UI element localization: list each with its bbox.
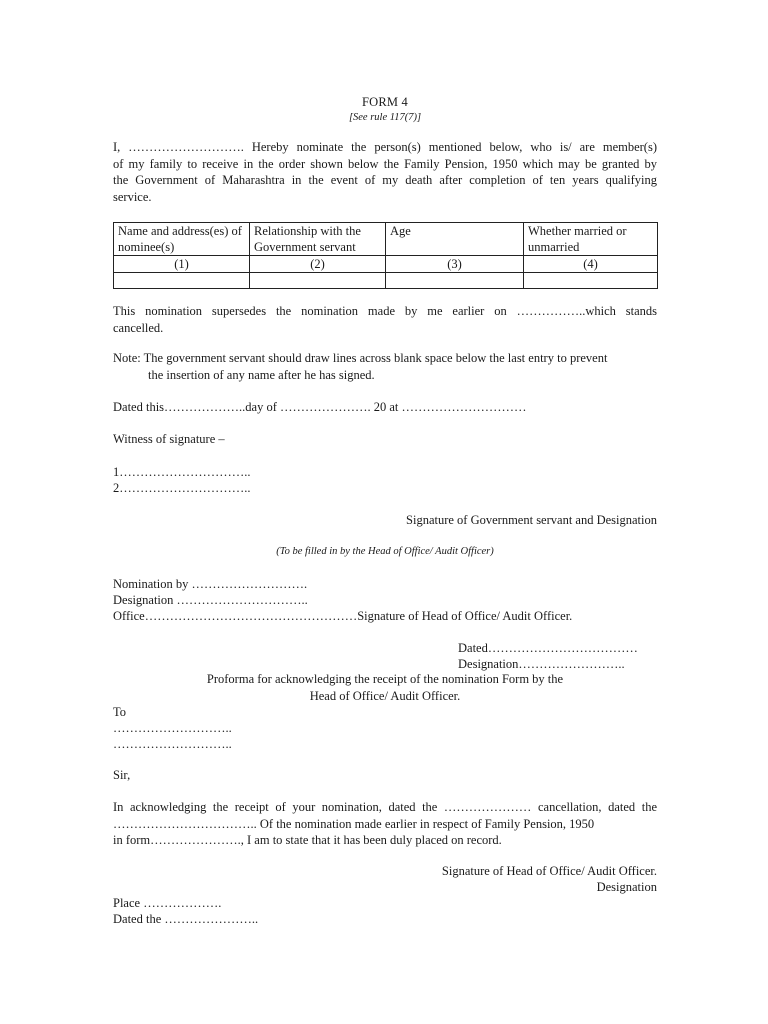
- proforma-line-1: Proforma for acknowledging the receipt of the nomination Form by the: [206, 672, 564, 686]
- table-cell[interactable]: [386, 273, 524, 289]
- intro-line-2: of my family to receive in the order shown below the Family Pension, 1950 which may be granted by: [113, 156, 657, 171]
- intro-paragraph: [113, 139, 657, 205]
- office-designation-line: Designation……………………..: [458, 657, 625, 671]
- table-header-row: [114, 223, 658, 256]
- closing-dated-line: Dated the …………………..: [113, 912, 259, 926]
- nominee-table: [113, 222, 658, 289]
- designation-line: Designation …………………………..: [113, 593, 308, 607]
- closing-designation: Designation: [596, 880, 657, 894]
- column-number: (1): [114, 256, 250, 273]
- witness-label: Witness of signature –: [113, 432, 225, 446]
- column-number: (4): [524, 256, 658, 273]
- to-address-line-2: ………………………..: [113, 737, 232, 751]
- proforma-line-2: Head of Office/ Audit Officer.: [309, 688, 461, 703]
- supersede-paragraph: [113, 303, 657, 336]
- intro-line-1: I, ………………………. Hereby nominate the person(s) mentioned below, who is/ are member(s): [113, 140, 657, 154]
- rule-reference: [See rule 117(7)]: [348, 112, 422, 123]
- witness-line-1: 1…………………………..: [113, 465, 251, 479]
- acknowledgement-paragraph: [113, 799, 657, 849]
- fill-instruction: (To be filled in by the Head of Office/ Audit Officer): [276, 546, 494, 557]
- header-married-status: Whether married or unmarried: [524, 223, 658, 256]
- intro-line-4: service.: [113, 189, 152, 204]
- table-number-row: [114, 256, 658, 273]
- table-cell[interactable]: [250, 273, 386, 289]
- witness-line-2: 2…………………………..: [113, 481, 251, 495]
- proforma-heading: [113, 671, 657, 704]
- to-label: To: [113, 705, 127, 719]
- signature-head-of-office: Signature of Head of Office/ Audit Officer.: [441, 864, 657, 878]
- note-line-2: the insertion of any name after he has signed.: [148, 367, 375, 382]
- header-relationship: Relationship with the Government servant: [250, 223, 386, 256]
- note-paragraph: [113, 350, 657, 383]
- office-signature-line: Office……………………………………………Signature of Head of Office/ Audit Officer.: [113, 609, 573, 623]
- table-cell[interactable]: [114, 273, 250, 289]
- form-title: FORM 4: [361, 95, 408, 109]
- table-row: [114, 273, 658, 289]
- supersede-line-2: cancelled.: [113, 320, 164, 335]
- column-number: (3): [386, 256, 524, 273]
- signature-government-servant: Signature of Government servant and Designation: [406, 513, 657, 527]
- to-address-line-1: ………………………..: [113, 721, 232, 735]
- dated-line: Dated this………………..day of …………………. 20 at …………………………: [113, 400, 527, 414]
- intro-line-3: the Government of Maharashtra in the event of my death after completion of ten years qualifying: [113, 173, 657, 187]
- salutation: Sir,: [113, 768, 131, 782]
- header-age: Age: [386, 223, 524, 256]
- header-name-address: Name and address(es) of nominee(s): [114, 223, 250, 256]
- supersede-line-1: This nomination supersedes the nomination made by me earlier on ……………..which stands: [113, 304, 657, 318]
- place-line: Place ……………….: [113, 896, 222, 910]
- column-number: (2): [250, 256, 386, 273]
- ack-line-2: …………………………….. Of the nomination made earlier in respect of Family Pension, 1950: [113, 816, 595, 831]
- table-cell[interactable]: [524, 273, 658, 289]
- ack-line-3: in form…………………., I am to state that it has been duly placed on record.: [113, 833, 502, 847]
- note-line-1: Note: The government servant should draw lines across blank space below the last entry to prevent: [113, 351, 608, 365]
- nomination-by: Nomination by ……………………….: [113, 577, 308, 591]
- ack-line-1: In acknowledging the receipt of your nomination, dated the ………………… cancellation, dated the: [113, 800, 657, 814]
- office-dated-line: Dated………………………………: [458, 641, 638, 655]
